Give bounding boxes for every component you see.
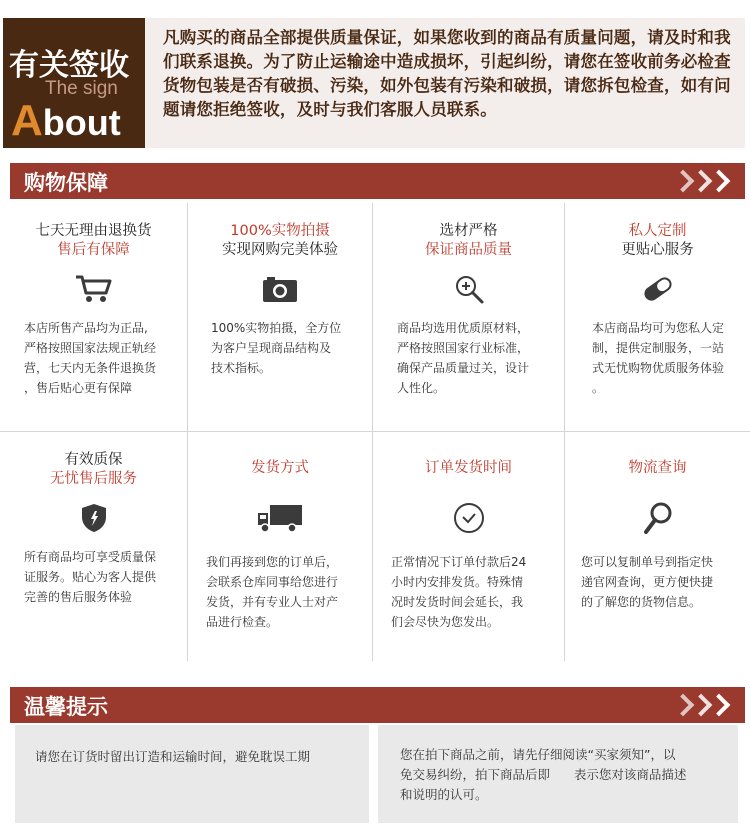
shopping-cart-icon <box>74 273 114 305</box>
magnify-plus-icon <box>449 273 489 305</box>
guarantee-cell <box>0 203 187 431</box>
cell-description: 您可以复制单号到指定快 递官网查询，更方便快捷 的了解您的货物信息。 <box>581 555 714 609</box>
cell-description: 本店商品均可为您私人定 制，提供定制服务，一站 式无忧购物优质服务体验 。 <box>592 321 725 395</box>
about-title-en-small: The sign <box>45 78 118 99</box>
guarantee-cell <box>0 432 187 660</box>
clock-icon <box>449 502 489 534</box>
tip-text: 您在拍下商品之前，请先仔细阅读“买家须知”，以 免交易纠纷，拍下商品后即 表示您对该商品描述 和说明的认可。 <box>400 747 687 802</box>
section-title: 购物保障 <box>24 171 108 195</box>
cell-description: 本店所售产品均为正品, 严格按照国家法规正轨经 营，七天内无条件退换货 ，售后贴心更有保障 <box>24 321 157 395</box>
cell-heading: 更贴心服务 <box>621 242 694 258</box>
section-title: 温馨提示 <box>24 695 108 719</box>
camera-icon <box>260 273 300 305</box>
cell-subheading: 私人定制 <box>628 223 687 239</box>
tip-box <box>15 725 369 823</box>
cell-subheading: 100%实物拍摄 <box>230 223 330 239</box>
cell-heading: 七天无理由退换货 <box>35 223 152 239</box>
cell-subheading: 无忧售后服务 <box>50 471 137 487</box>
guarantee-cell <box>565 432 750 660</box>
cell-heading: 选材严格 <box>439 223 498 239</box>
guarantee-cell <box>373 203 564 431</box>
arrows-icon <box>677 690 727 720</box>
section-bar-warm-tips <box>10 687 745 723</box>
arrows-icon <box>677 166 727 196</box>
guarantee-cell <box>565 203 750 431</box>
about-sign-panel <box>3 18 745 148</box>
cell-description: 我们再接到您的订单后， 会联系仓库同事给您进行 发货，并有专业人士对产 品进行检查。 <box>206 555 339 629</box>
about-title-cn: 有关签收 <box>9 48 129 83</box>
cell-subheading: 售后有保障 <box>57 242 130 258</box>
guarantee-cell <box>373 432 564 660</box>
search-icon <box>638 502 678 534</box>
cell-heading: 有效质保 <box>64 452 123 468</box>
about-text: 凡购买的商品全部提供质量保证，如果您收到的商品有质量问题，请及时和我们联系退换。为了防止运输途中造成损坏，引起纠纷，请您在签收前务必检查货物包装是否有破损、污染，如外包装有污染和破损，请您拆包检查，如有问题请您拒绝签收，及时与我们客服人员联系。 <box>163 28 731 119</box>
section-bar-shopping-guarantee <box>10 163 745 199</box>
guarantee-grid <box>0 203 750 661</box>
cell-description: 100%实物拍摄，全方位 为客户呈现商品结构及 技术指标。 <box>211 321 342 375</box>
cell-heading: 实现网购完美体验 <box>222 242 338 258</box>
guarantee-cell <box>188 203 372 431</box>
cell-subheading: 发货方式 <box>251 460 309 476</box>
cell-description: 正常情况下订单付款后24 小时内安排发货。特殊情 况时发货时间会延长，我 们会尽快为您发出。 <box>391 555 527 629</box>
cell-subheading: 物流查询 <box>628 460 687 476</box>
tip-text: 请您在订货时留出订造和运输时间，避免耽误工期 <box>35 749 311 764</box>
pill-icon <box>638 273 678 305</box>
tip-box <box>378 725 738 823</box>
shield-icon <box>74 502 114 534</box>
guarantee-cell <box>188 432 372 660</box>
about-badge <box>3 18 145 148</box>
cell-description: 所有商品均可享受质量保 证服务。贴心为客人提供 完善的售后服务体验 <box>24 550 157 604</box>
about-title-en: About <box>11 96 121 145</box>
cell-description: 商品均选用优质原材料， 严格按照国家行业标准， 确保产品质量过关，设计 人性化。 <box>397 321 530 395</box>
cell-subheading: 订单发货时间 <box>425 460 512 476</box>
cell-subheading: 保证商品质量 <box>425 242 512 258</box>
truck-icon <box>255 502 305 534</box>
